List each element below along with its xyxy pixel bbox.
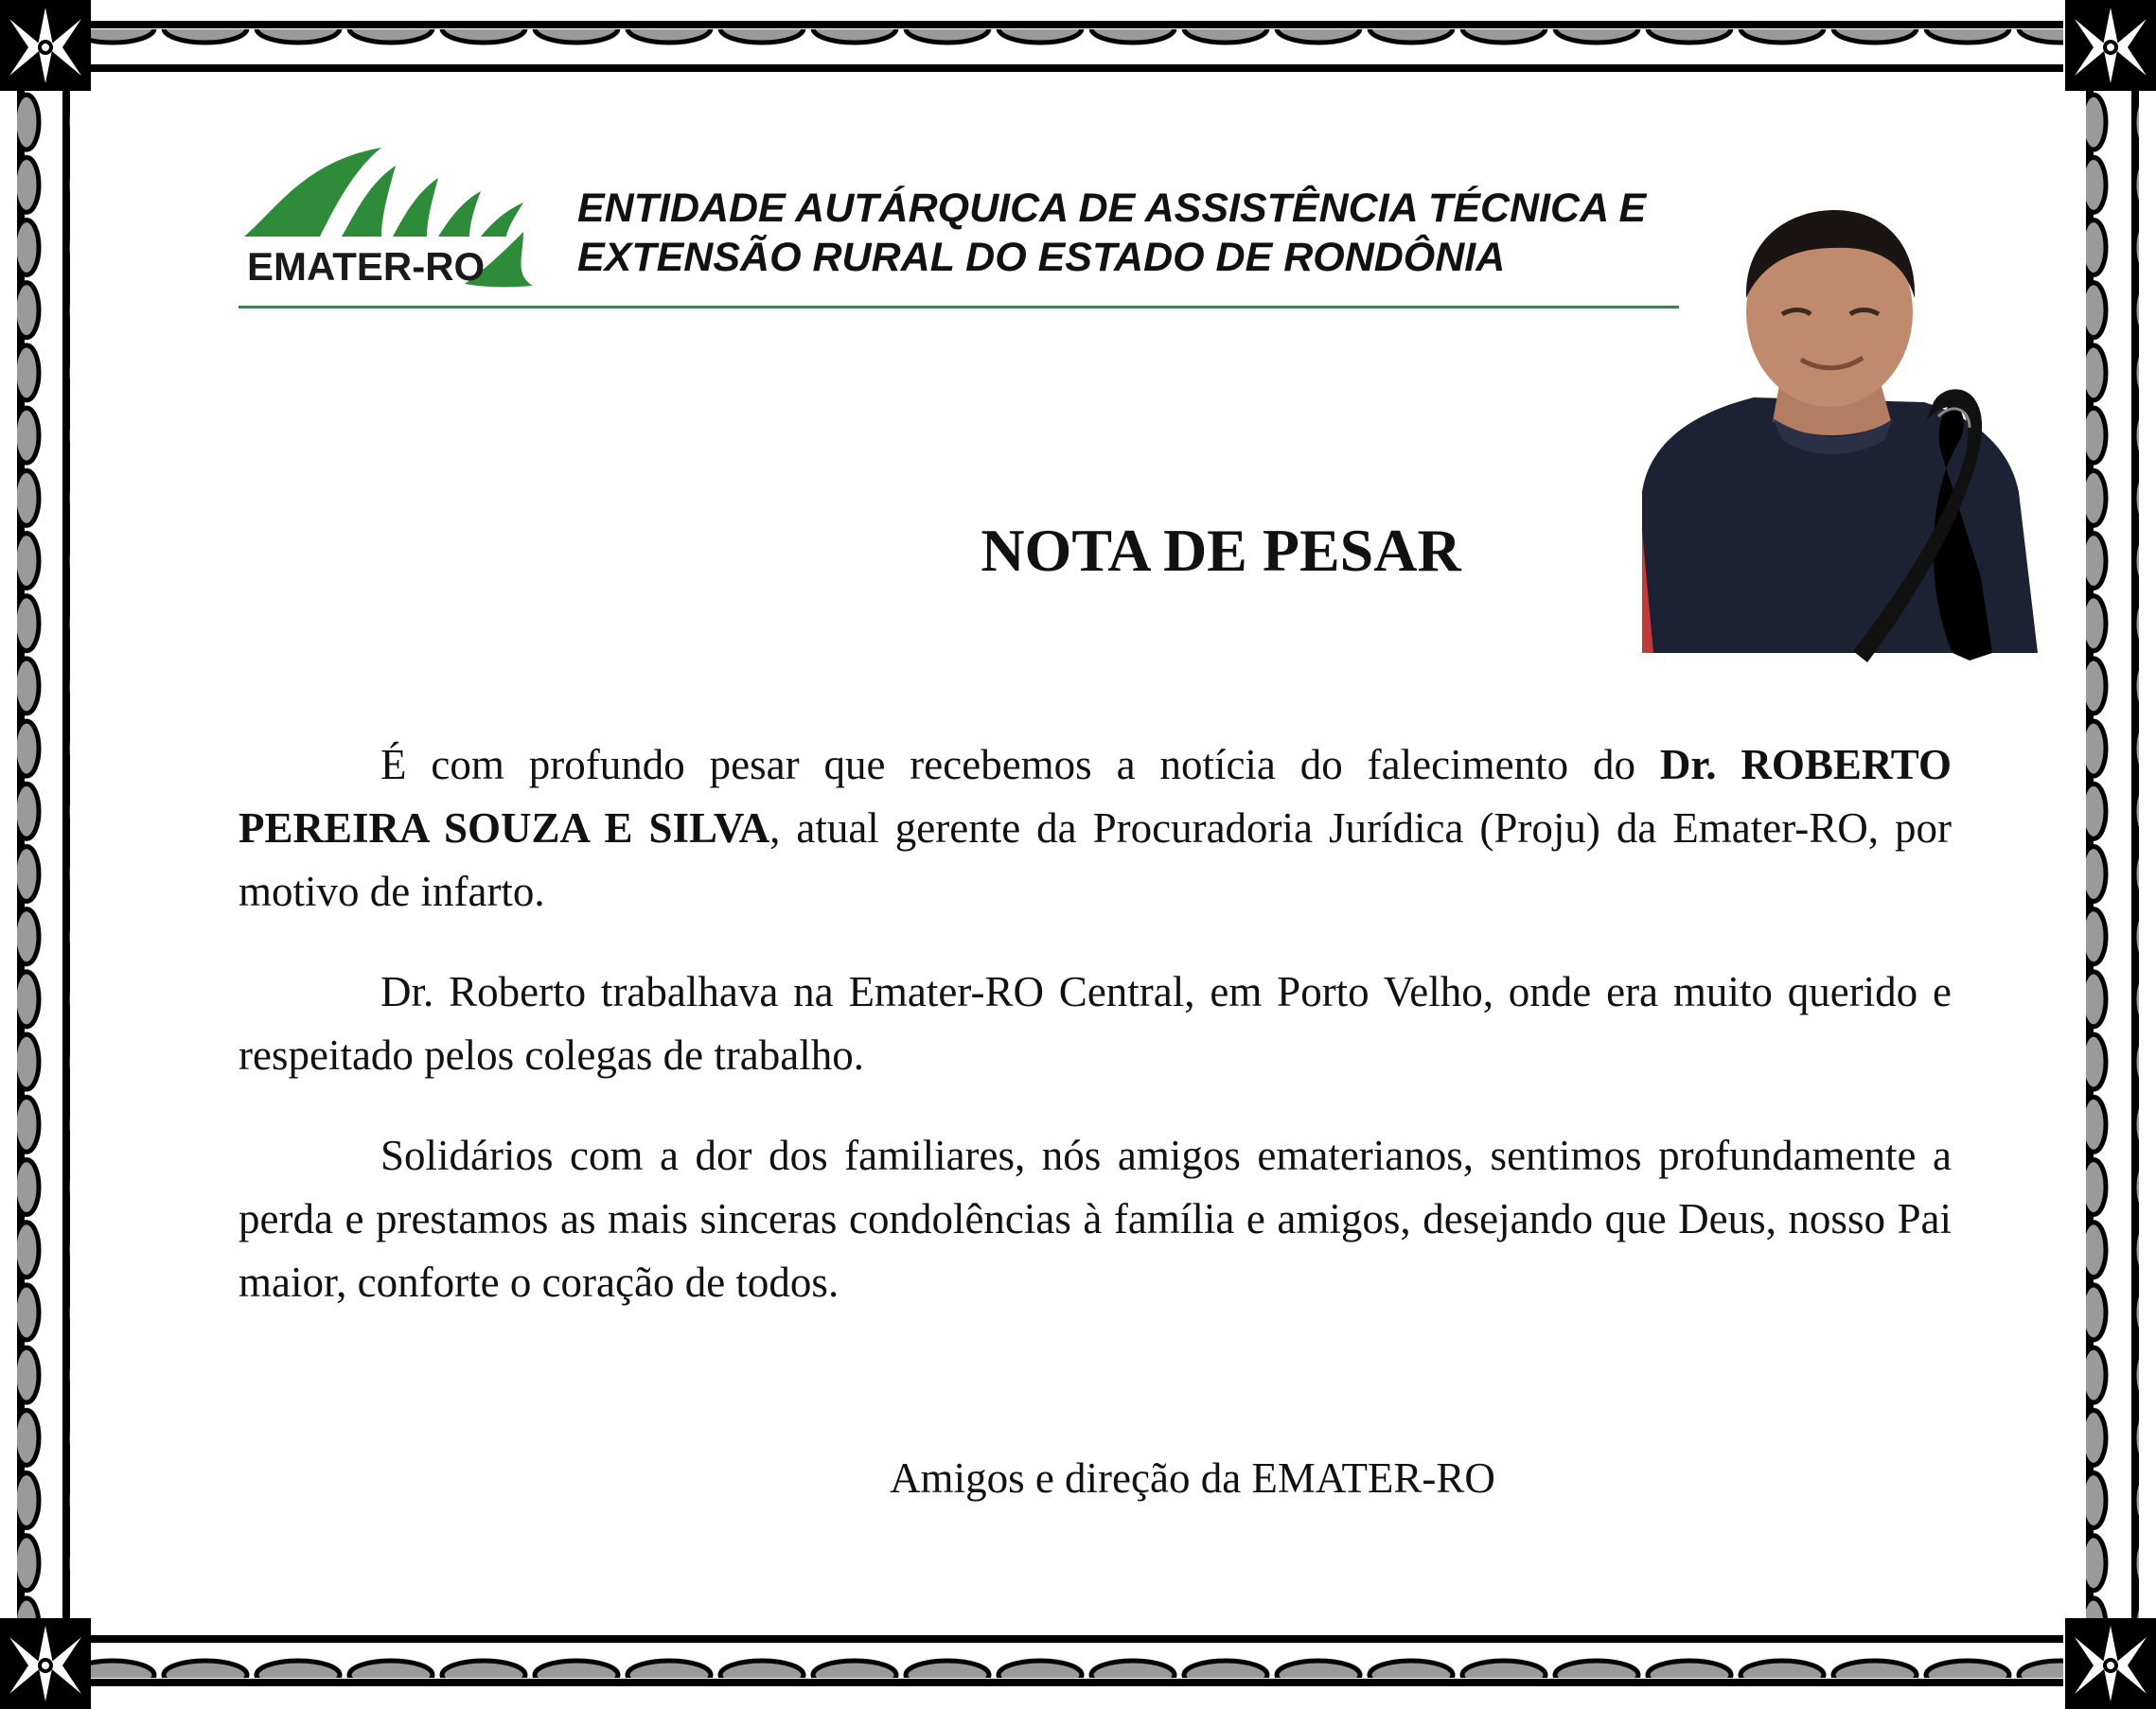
paragraph-1-rest: , atual gerente da Procuradoria Jurídica (Proju) da Emater-RO, por motivo de infarto. (239, 804, 1952, 915)
portrait-photo (1640, 208, 2038, 662)
header-divider (239, 306, 1679, 308)
paragraph-2: Dr. Roberto trabalhava na Emater-RO Central, em Porto Velho, onde era muito querido e respeitado pelos colegas de trabalho. (239, 968, 1952, 1079)
body-text (239, 733, 1952, 1351)
paragraph-1-intro: É com profundo pesar que recebemos a notícia do falecimento do (380, 741, 1660, 788)
paragraph-3: Solidários com a dor dos familiares, nós amigos ematerianos, sentimos profundamente a perda e prestamos as mais sinceras condolências à família e amigos, desejando que Deus, nosso Pai maior, conforte o coração de todos. (239, 1132, 1952, 1306)
paragraph-1 (239, 733, 1952, 924)
organization-name-line2: EXTENSÃO RURAL DO ESTADO DE RONDÔNIA (577, 235, 1506, 280)
organization-name-line1: ENTIDADE AUTÁRQUICA DE ASSISTÊNCIA TÉCNICA E (577, 185, 1647, 231)
emater-logo (239, 142, 542, 293)
deceased-name: Dr. ROBERTO PEREIRA SOUZA E SILVA (239, 741, 1952, 852)
signature: Amigos e direção da EMATER-RO (890, 1454, 1495, 1502)
organization-name (577, 184, 1646, 282)
logo-text: EMATER-RO (247, 244, 486, 289)
page-title: NOTA DE PESAR (981, 517, 1461, 584)
